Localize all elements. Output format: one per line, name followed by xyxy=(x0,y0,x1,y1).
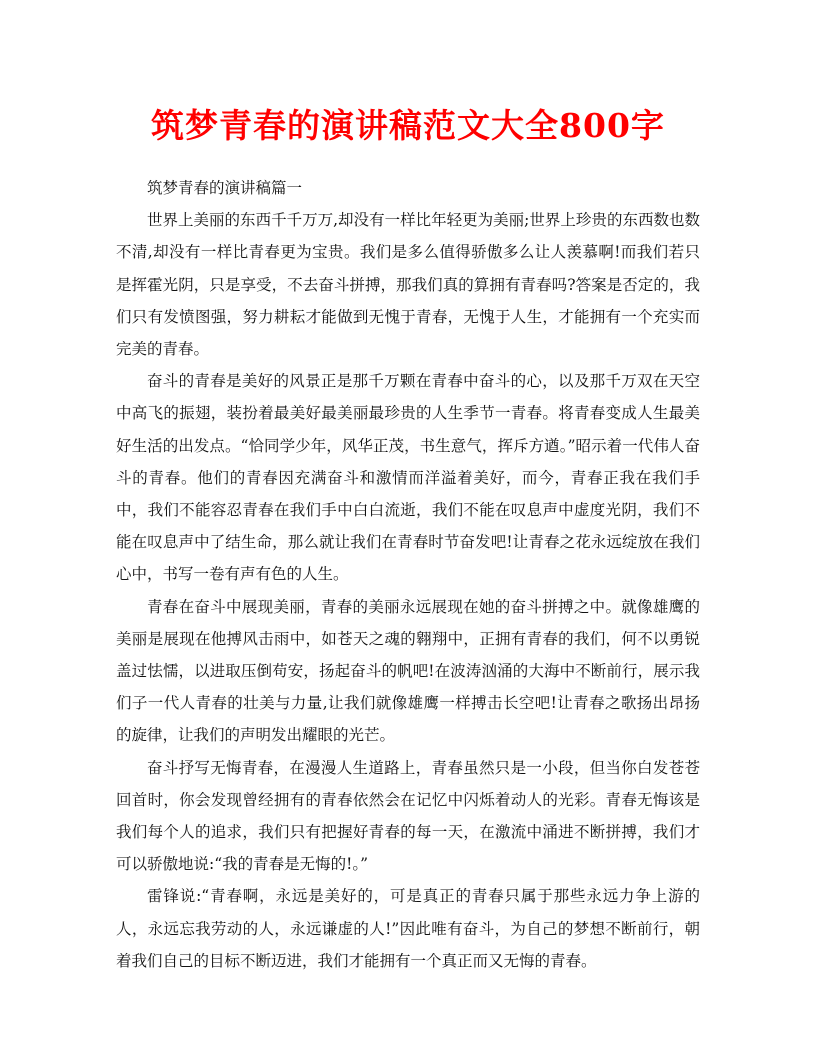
document-title: 筑梦青春的演讲稿范文大全800字 xyxy=(151,106,665,145)
section-subtitle: 筑梦青春的演讲稿篇一 xyxy=(147,179,303,197)
paragraph-3: 青春在奋斗中展现美丽，青春的美丽永远展现在她的奋斗拼搏之中。就像雄鹰的美丽是展现在他搏风击雨中，如苍天之魂的翱翔中，正拥有青春的我们，何不以勇锐盖过怯懦，以进取压倒苟安，扬起奋斗的帆吧!在波涛汹涌的大海中不断前行，展示我们子一代人青春的壮美与力量,让我们就像雄鹰一样搏击长空吧!让青春之歌扬出昂扬的旋律，让我们的声明发出耀眼的光芒。 xyxy=(116,597,700,745)
paragraph-4: 奋斗抒写无悔青春，在漫漫人生道路上，青春虽然只是一小段，但当你白发苍苍回首时，你会发现曾经拥有的青春依然会在记忆中闪烁着动人的光彩。青春无悔该是我们每个人的追求，我们只有把握好青春的每一天，在激流中涌进不断拼搏，我们才可以骄傲地说:“我的青春是无悔的!。” xyxy=(116,758,700,874)
paragraph-5: 雷锋说:“青春啊，永远是美好的，可是真正的青春只属于那些永远力争上游的人，永远忘我劳动的人，永远谦虚的人!”因此唯有奋斗，为自己的梦想不断前行，朝着我们自己的目标不断迈进，我们才能拥有一个真正而又无悔的青春。 xyxy=(116,887,700,970)
paragraph-1: 世界上美丽的东西千千万万,却没有一样比年轻更为美丽;世界上珍贵的东西数也数不清,却没有一样比青春更为宝贵。我们是多么值得骄傲多么让人羡慕啊!而我们若只是挥霍光阴，只是享受，不去奋斗拼搏，那我们真的算拥有青春吗?答案是否定的，我们只有发愤图强，努力耕耘才能做到无愧于青春，无愧于人生，才能拥有一个充实而完美的青春。 xyxy=(116,211,700,359)
document-body xyxy=(116,172,700,977)
paragraph-2: 奋斗的青春是美好的风景正是那千万颗在青春中奋斗的心，以及那千万双在天空中高飞的振翅，装扮着最美好最美丽最珍贵的人生季节一青春。将青春变成人生最美好生活的出发点。“恰同学少年，风华正茂，书生意气，挥斥方遒。”昭示着一代伟人奋斗的青春。他们的青春因充满奋斗和激情而洋溢着美好，而今，青春正我在我们手中，我们不能容忍青春在我们手中白白流逝，我们不能在叹息声中虚度光阴，我们不能在叹息声中了结生命，那么就让我们在青春时节奋发吧!让青春之花永远绽放在我们心中，书写一卷有声有色的人生。 xyxy=(116,372,700,584)
